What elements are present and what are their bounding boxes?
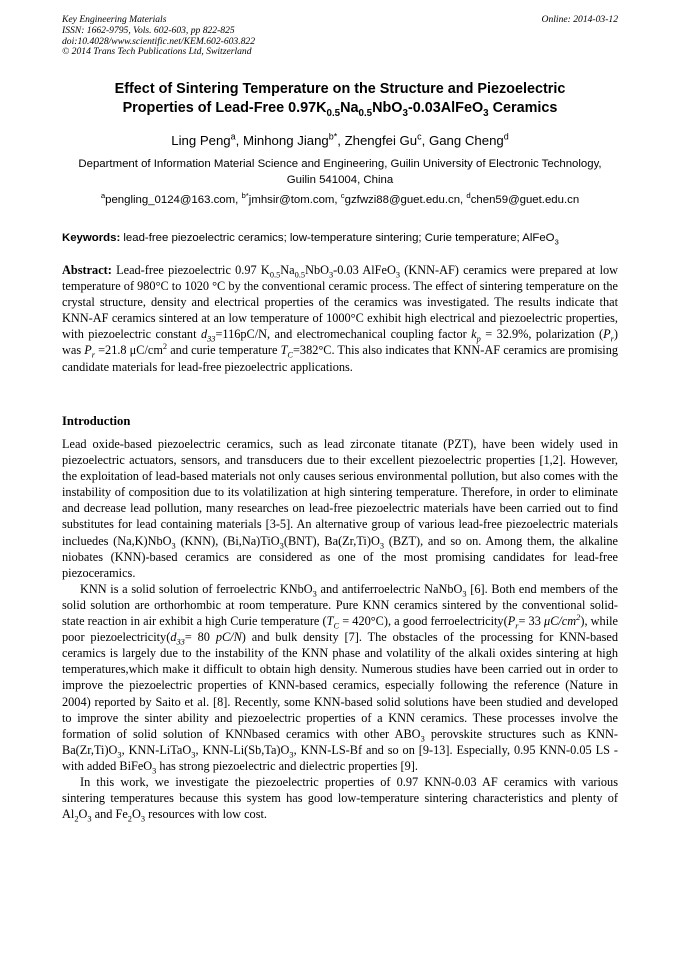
paragraph: KNN is a solid solution of ferroelectric KNbO$_3$ and antiferroelectric NaNbO$_3$ [6]. Both end members of the solid solution are orthorhombic at room temperature. Pure KNN ceramics sintered by the conventional solid-state reaction in air exhibit a high Curie temperature $(T_C = 420^\circ C)$, a good $ferroelectricity(P_r= 33$ $\mu C/cm^2$), while poor $piezoelectricity(d_{33}= 80$ pC/N) and bulk density [7]. The obstacles of the processing for KNN-based ceramics is largely due to the instability of the KNN phase and volatility of the alkali oxides sintering at high temperatures,which make it difficult to obtain high density. Numerous studies have been carried out in order to improve the piezoelectric properties of KNN-based ceramics, especially following the reference (Nature in 2004) reported by Saito et al. [8]. Recently, some KNN-based solid solutions have been studied and developed to improve the sinter ability and piezoelectric properties of a KNN ceramics. These processes involve the formation of solid solution of KNNbased ceramics with other $ABO_3$ perovskite structures such as KNN-$Ba(Zr,Ti)O_3$, KNN-LiTaO$_3$, KNN-$Li(Sb,Ta)O_3$, KNN-LS-Bf and so on [9-13]. Especially, 0.95 KNN-0.05 LS -with added BiFeO$_3$ has strong piezoelectric and dielectric properties [9]. <box>62 581 619 776</box>
introduction-body <box>62 436 618 822</box>
keywords: Keywords: lead-free piezoelectric ceramics; low-temperature sintering; Curie temperature; AlFeO$_3$ <box>62 232 559 247</box>
title-line-2: Properties of Lead-Free $0.97K_{0.5}Na_{0.5}NbO_3-0.03AlFeO_3$ Ceramics <box>122 100 558 119</box>
title-line-1: Effect of Sintering Temperature on the Structure and Piezoelectric <box>114 81 566 97</box>
email-link[interactable]: pengling_0124@163.com <box>105 194 236 206</box>
abstract-label: Abstract: <box>62 263 112 277</box>
author-name: Gang Cheng <box>428 133 504 148</box>
author-name: Ling Peng <box>171 133 231 148</box>
paragraph: In this work, we investigate the piezoelectric properties of 0.97 KNN-0.03 AF ceramics with various sintering temperatures because this system has good low-temperature sintering characteristics and plenty of $Al_2O_3$ and $Fe_2O_3$ resources with low cost. <box>62 774 618 824</box>
keywords-label: Keywords: <box>62 232 121 244</box>
section-heading-introduction: Introduction <box>62 414 131 428</box>
email-link[interactable]: gzfwzi88@guet.edu.cn <box>344 194 461 206</box>
online-date: Online: 2014-03-12 <box>541 14 618 25</box>
author-list: Ling Peng$^a$, Minhong Jiang$^{b*}$, Zhengfei Gu$^c$, Gang Cheng$^d$ <box>171 131 509 148</box>
journal-header <box>62 15 618 58</box>
affiliation: Department of Information Material Science and Engineering, Guilin University of Electronic Technology, Guilin 541004, China <box>78 158 602 186</box>
doi-line: doi:10.4028/www.scientific.net/KEM.602-603.822 <box>62 35 256 47</box>
copyright-line: © 2014 Trans Tech Publications Ltd, Switzerland <box>62 46 252 58</box>
paper-title <box>62 80 618 118</box>
email-link[interactable]: jmhsir@tom.com <box>248 194 335 206</box>
issn-line: ISSN: 1662-9795, Vols. 602-603, pp 822-825 <box>62 24 235 36</box>
abstract: Abstract: Lead-free piezoelectric 0.97 $K_{0.5}Na_{0.5}NbO_3-0.03$ AlFeO$_3$ (KNN-AF) ceramics were prepared at low temperature of 980°C to 1020 °C by the conventional ceramic process. The effect of sintering temperature on the crystal structure, density and electrical properties of the ceramics was investigated. The results indicate that KNN-AF ceramics sintered at an low temperature of 1000°C exhibit high electrical and piezoelectric properties, with piezoelectric constant $d_{33}=116pC/N$, and electromechanical coupling factor $k_p = 32.9\%$, polarization $(P_r)$ was $P_r =21.8$ $\mu C/cm^2$ and curie temperature $T_C=382^\circ C$. This also indicates that KNN-AF ceramics are promising candidate materials for lead-free piezoelectric applications. <box>62 263 619 374</box>
journal-name: Key Engineering Materials <box>62 14 167 25</box>
email-list: $^a$pengling_0124@163.com, $^{b*}$jmhsir@tom.com, $^c$gzfwzi88@guet.edu.cn, $^d$chen59@guet.edu.cn <box>100 191 580 206</box>
author-name: Minhong Jiang <box>242 133 329 148</box>
author-name: Zhengfei Gu <box>344 133 418 148</box>
paragraph: Lead oxide-based piezoelectric ceramics, such as lead zirconate titanate (PZT), have been widely used in piezoelectric actuators, sensors, and transducers due to their excellent piezoelectric properties [1,2]. However, the exploitation of lead-based materials not only causes serious environmental pollution, but also comes with the instability of composition due to its volatilization at high sintering temperature. Therefore, in order to eliminate and decrease lead pollution, many researches on lead-free piezoelectric materials have been carried out to find substitutes for lead containing materials [3-5]. An alternative group of various lead-free piezoelectric materials incluedes (Na,K)NbO$_3$ (KNN), (Bi,Na)TiO$_3$(BNT), $Ba(Zr,Ti)O_3$ (BZT), and so on. Among them, the alkaline niobates (KNN)-based ceramics are considered as one of the most promising candidates for lead-free piezoceramics. <box>62 437 619 580</box>
email-link[interactable]: chen59@guet.edu.cn <box>470 194 580 206</box>
